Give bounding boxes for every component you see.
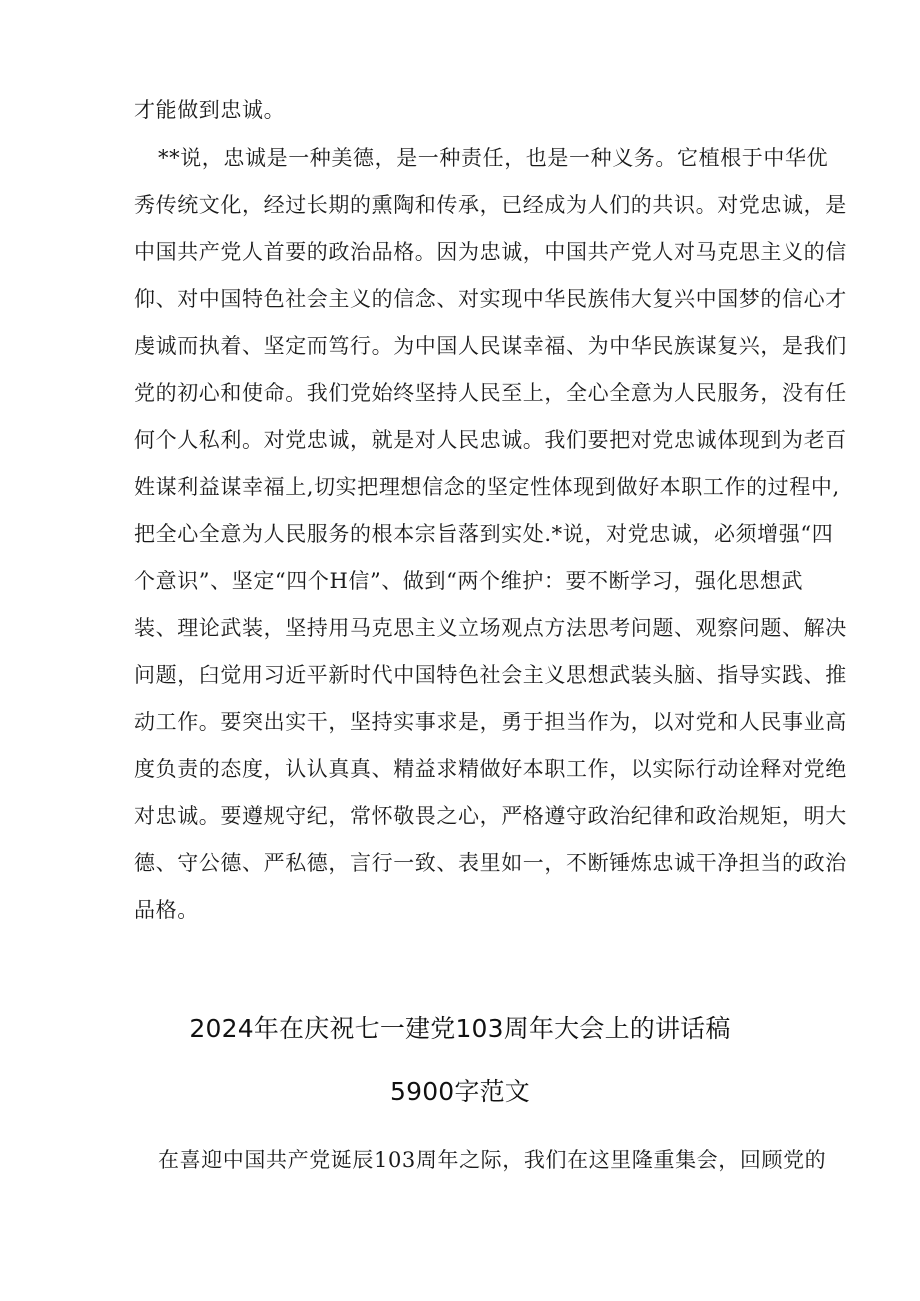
body-line: 仰、对中国特色社会主义的信念、对实现中华民族伟大复兴中国梦的信心才 <box>134 287 847 311</box>
body-line: 党的初心和使命。我们党始终坚持人民至上，全心全意为人民服务，没有任 <box>134 381 847 405</box>
body-line: 德、守公德、严私德，言行一致、表里如一，不断锤炼忠诚干净担当的政治 <box>134 851 847 875</box>
body-line: 秀传统文化，经过长期的熏陶和传承，已经成为人们的共识。对党忠诚，是 <box>134 193 847 217</box>
body-line: 动工作。要突出实干，坚持实事求是，勇于担当作为，以对党和人民事业高 <box>134 710 847 734</box>
body-line: 品格。 <box>134 898 199 922</box>
body-line: 度负责的态度，认认真真、精益求精做好本职工作，以实际行动诠释对党绝 <box>134 757 847 781</box>
body-line: 把全心全意为人民服务的根本宗旨落到实处.*说，对党忠诚，必须增强“四 <box>134 522 834 546</box>
body-line: 何个人私利。对党忠诚，就是对人民忠诚。我们要把对党忠诚体现到为老百 <box>134 428 847 452</box>
body-line: 个意识”、坚定“四个H信”、做到“两个维护：要不断学习，强化思想武 <box>134 569 804 593</box>
body-line: 装、理论武装，坚持用马克思主义立场观点方法思考问题、观察问题、解决 <box>134 616 847 640</box>
body-line: 问题，臼觉用习近平新时代中国特色社会主义思想武装头脑、指导实践、推 <box>134 663 847 687</box>
intro-line: 在喜迎中国共产党诞辰103周年之际，我们在这里隆重集会，回顾党的 <box>158 1148 827 1172</box>
section-title-line1: 2024年在庆祝七一建党103周年大会上的讲话稿 <box>189 1014 731 1043</box>
body-line: **说，忠诚是一种美德，是一种责任，也是一种义务。它植根于中华优 <box>158 146 829 170</box>
body-line: 对忠诚。要遵规守纪，常怀敬畏之心，严格遵守政治纪律和政治规矩，明大 <box>134 804 847 828</box>
body-line: 虔诚而执着、坚定而笃行。为中国人民谋幸福、为中华民族谋复兴，是我们 <box>134 334 847 358</box>
body-line: 姓谋利益谋幸福上,切实把理想信念的坚定性体现到做好本职工作的过程中, <box>134 475 840 499</box>
body-line: 中国共产党人首要的政治品格。因为忠诚，中国共产党人对马克思主义的信 <box>134 240 847 264</box>
body-line: 才能做到忠诚。 <box>134 98 286 122</box>
section-title-line2: 5900字范文 <box>389 1077 531 1106</box>
